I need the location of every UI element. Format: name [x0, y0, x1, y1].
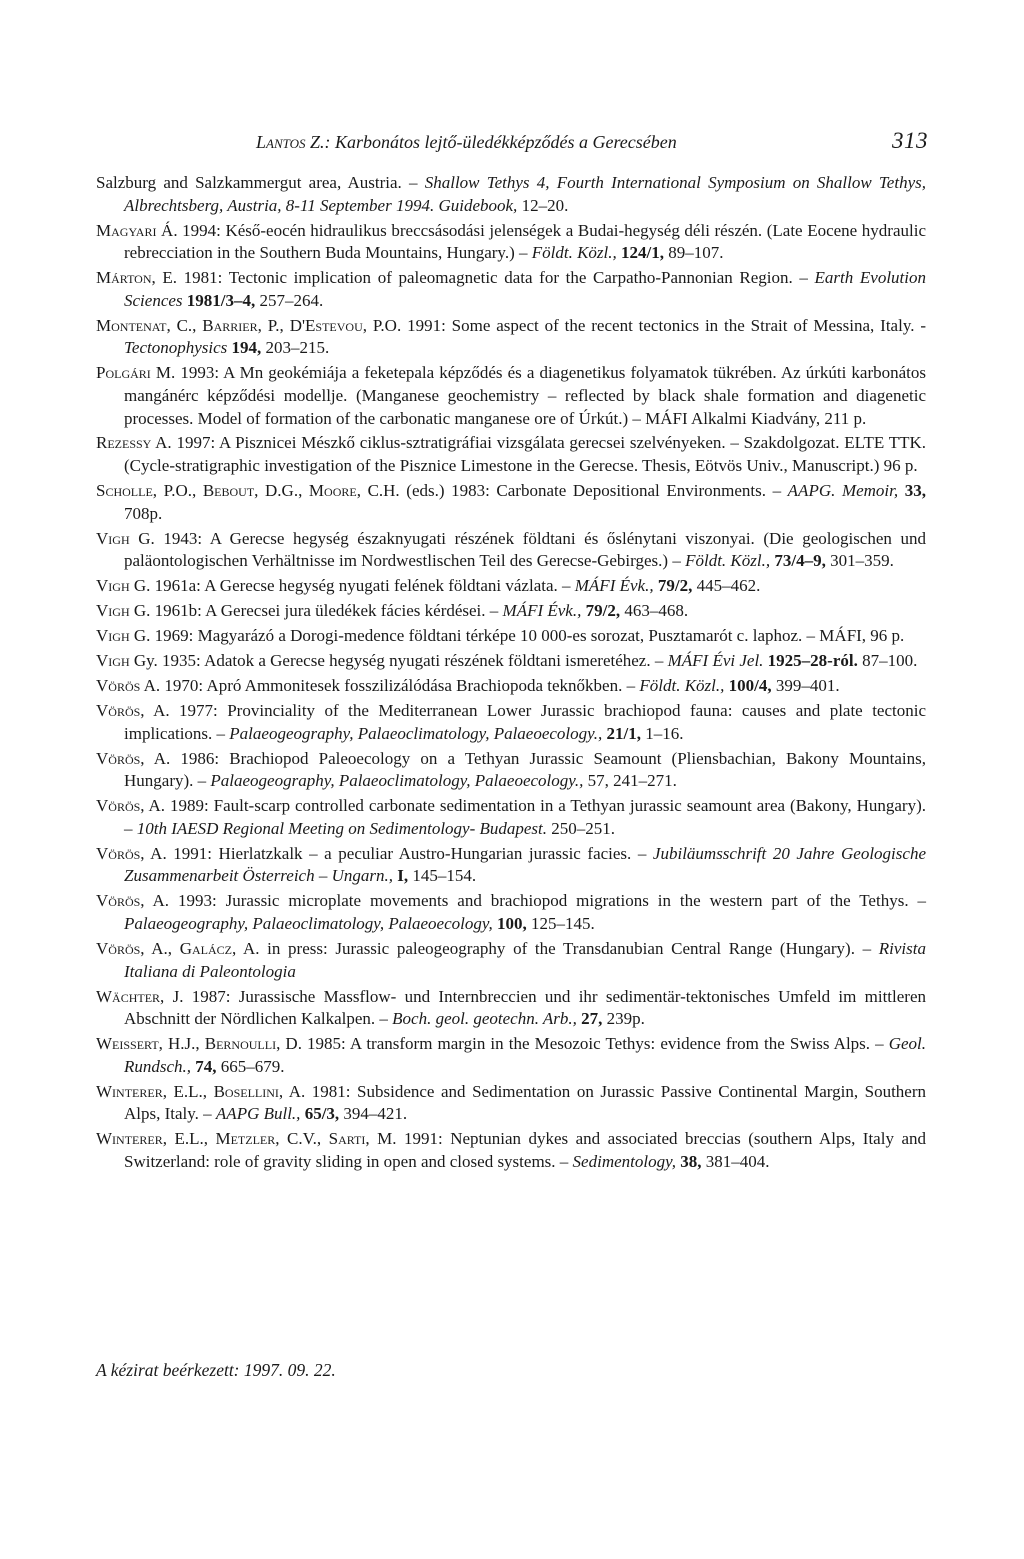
- reference-text: 65/3,: [304, 1104, 340, 1124]
- reference-text: 21/1,: [606, 723, 642, 743]
- reference-text: AAPG. Memoir,: [787, 481, 899, 501]
- reference-text: Montenat,: [96, 315, 171, 335]
- reference-entry: [96, 748, 926, 793]
- reference-entry: [96, 700, 926, 745]
- reference-text: A. 1997: A Pisznicei Mészkő ciklus-sztratigráfiai vizsgálata gerecsei szelvényeken. – Szakdolgozat. ELTE TTK. (Cycle-stratigraphic investigation of the Pisznice Limestone in the Gerecse. Thesis, Eötvös Univ., Manuscript.) 96 p.: [124, 433, 926, 476]
- reference-text: A. 1970: Apró Ammonitesek fosszilizálódása Brachiopoda teknőkben. –: [140, 676, 640, 696]
- reference-entry: [96, 1081, 926, 1126]
- reference-text: 79/2,: [585, 601, 621, 621]
- reference-text: 1925–28-ról.: [767, 651, 858, 671]
- reference-text: Wächter,: [96, 986, 165, 1006]
- reference-entry: [96, 362, 926, 430]
- reference-text: 145–154.: [408, 866, 477, 886]
- reference-text: Vigh: [96, 576, 130, 596]
- reference-text: H.J.,: [162, 1034, 205, 1054]
- reference-text: Földt. Közl.,: [639, 676, 725, 696]
- reference-text: Vörös,: [96, 939, 145, 959]
- reference-text: A. 1977: Provinciality of the Mediterranean Lower Jurassic brachiopod fauna: causes and plate tectonic implications. –: [124, 701, 926, 743]
- reference-text: Palaeogeography, Palaeoclimatology, Palaeoecology.,: [229, 723, 603, 743]
- reference-text: Sarti,: [328, 1129, 370, 1149]
- header-article-title: Karbonátos lejtő-üledékképződés a Gerecsében: [335, 132, 677, 152]
- reference-text: J. 1987: Jurassische Massflow- und Internbreccien und ihr sedimentär-tektonisches Umfeld im mittleren Abschnitt der Nördlichen Kalkalpen. –: [124, 986, 926, 1029]
- reference-text: A. 1986: Brachiopod Paleoecology on a Tethyan Jurassic Seamount (Pliensbachian, Bakony Mountains, Hungary). –: [124, 748, 926, 791]
- reference-text: 399–401.: [771, 676, 840, 696]
- reference-text: 38,: [680, 1151, 702, 1171]
- reference-text: 73/4–9,: [774, 551, 826, 571]
- reference-text: 10th IAESD Regional Meeting on Sedimentology- Budapest.: [136, 818, 548, 838]
- reference-entry: [96, 986, 926, 1031]
- page-number: 313: [892, 128, 928, 153]
- reference-text: 12–20.: [517, 195, 569, 215]
- reference-text: 250–251.: [547, 818, 616, 838]
- reference-entry: [96, 938, 926, 983]
- reference-text: Vörös,: [96, 843, 145, 863]
- reference-text: M. 1991: Neptunian dykes and associated breccias (southern Alps, Italy and Switzerland: role of gravity sliding in open and closed systems. –: [124, 1129, 926, 1171]
- reference-text: P.,: [261, 315, 290, 335]
- header-title-line: [256, 132, 677, 153]
- reference-text: G. 1943: A Gerecse hegység északnyugati részének földtani és őslénytani viszonyai. (Die geologischen und paläontologischen Verhältnisse im Nordwestlischen Teil des Gerecse-Gebirges.) –: [124, 528, 926, 571]
- reference-text: M. 1993: A Mn geokémiája a feketepala képződés és a diagenetikus folyamatok tükrében. Az úrkúti karbonátos mangánérc képződési modellje. (Manganese geochemistry – reflected by black shale formation and diagenetic processes. Model of formation of the carbonatic manganese ore of Úrkút.) – MÁFI Alkalmi Kiadvány, 211 p.: [124, 363, 926, 428]
- manuscript-received-note: A kézirat beérkezett: 1997. 09. 22.: [96, 1360, 336, 1380]
- reference-text: C.,: [170, 315, 203, 335]
- reference-text: Vigh: [96, 626, 130, 646]
- reference-text: 79/2,: [657, 576, 693, 596]
- reference-text: A. 1993: Jurassic microplate movements and brachiopod migrations in the western part of the Tethys. –: [144, 891, 926, 911]
- reference-text: Galácz,: [179, 939, 237, 959]
- reference-text: Bernoulli,: [204, 1034, 281, 1054]
- reference-text: 125–145.: [526, 914, 595, 934]
- reference-entry: [96, 432, 926, 477]
- reference-text: 301–359.: [825, 551, 894, 571]
- reference-text: Földt. Közl.,: [531, 243, 617, 263]
- reference-text: Bebout,: [202, 481, 259, 501]
- reference-text: G. 1969: Magyarázó a Dorogi-medence földtani térképe 10 000-es sorozat, Pusztamarót c. laphoz. – MÁFI, 96 p.: [129, 626, 905, 646]
- reference-text: Sedimentology,: [572, 1151, 676, 1171]
- reference-text: Rezessy: [96, 433, 152, 453]
- reference-text: Rivista Italiana di Paleontologia: [124, 939, 926, 981]
- reference-text: 445–462.: [692, 576, 761, 596]
- reference-entry: [96, 575, 926, 598]
- reference-text: Polgári: [96, 363, 151, 383]
- reference-entry: [96, 890, 926, 935]
- reference-text: D'Estevou,: [289, 315, 367, 335]
- reference-entry: [96, 267, 926, 312]
- reference-text: 463–468.: [620, 601, 689, 621]
- reference-text: Scholle,: [96, 481, 158, 501]
- reference-text: 87–100.: [857, 651, 918, 671]
- reference-text: Earth Evolution Sciences: [124, 268, 927, 310]
- reference-entry: [96, 843, 926, 888]
- reference-entry: [96, 480, 926, 525]
- reference-text: 194,: [231, 338, 262, 358]
- reference-text: MÁFI Évk.,: [502, 601, 582, 621]
- reference-entry: [96, 600, 926, 623]
- reference-entry: [96, 795, 926, 840]
- reference-text: Barrier,: [202, 315, 262, 335]
- reference-text: 203–215.: [261, 338, 330, 358]
- reference-entry: [96, 172, 926, 217]
- reference-text: 27,: [581, 1009, 603, 1029]
- reference-entry: [96, 675, 926, 698]
- reference-text: A.,: [144, 939, 180, 959]
- reference-text: 33,: [904, 481, 926, 501]
- reference-text: Vörös,: [96, 891, 145, 911]
- reference-text: 124/1,: [621, 243, 664, 263]
- reference-text: Jubiläumsschrift 20 Jahre Geologische Zusammenarbeit Österreich – Ungarn.,: [124, 843, 926, 886]
- reference-text: Vigh: [96, 651, 130, 671]
- reference-text: Shallow Tethys 4, Fourth International Symposium on Shallow Tethys, Albrechtsberg, Austria, 8-11 September 1994. Guidebook,: [124, 173, 926, 215]
- reference-list: [96, 172, 926, 1176]
- reference-text: A. 1989: Fault-scarp controlled carbonate sedimentation in a Tethyan jurassic seamount area (Bakony, Hungary). –: [124, 796, 926, 838]
- reference-text: A. in press: Jurassic paleogeography of the Transdanubian Central Range (Hungary). –: [236, 939, 879, 959]
- reference-entry: [96, 1033, 926, 1078]
- reference-text: Vörös,: [96, 796, 145, 816]
- reference-text: Metzler,: [215, 1129, 280, 1149]
- reference-text: Magyari: [96, 220, 157, 240]
- reference-text: 89–107.: [664, 243, 724, 263]
- reference-text: G. 1961a: A Gerecse hegység nyugati felének földtani vázlata. –: [129, 576, 575, 596]
- reference-text: 381–404.: [701, 1151, 770, 1171]
- reference-entry: [96, 528, 926, 573]
- reference-text: [898, 481, 905, 500]
- reference-text: 708p.: [124, 503, 163, 523]
- reference-text: P.O.,: [157, 481, 203, 501]
- reference-text: 394–421.: [339, 1104, 408, 1124]
- reference-text: MÁFI Évk.,: [574, 576, 654, 596]
- reference-text: Vigh: [96, 528, 130, 548]
- reference-text: Földt. Közl.,: [685, 551, 771, 571]
- reference-text: 665–679.: [216, 1056, 285, 1076]
- reference-text: 239p.: [602, 1009, 645, 1029]
- reference-entry: [96, 1128, 926, 1173]
- reference-text: Palaeogeography, Palaeoclimatology, Palaeoecology,: [124, 914, 493, 934]
- reference-entry: [96, 625, 926, 648]
- reference-text: Vörös: [96, 676, 141, 696]
- header-author: Lantos Z.:: [256, 132, 331, 152]
- reference-text: G. 1961b: A Gerecsei jura üledékek fácies kérdései. –: [129, 601, 503, 621]
- reference-text: C.H. (eds.) 1983: Carbonate Depositional Environments. –: [360, 481, 788, 501]
- reference-text: Márton,: [96, 268, 156, 288]
- reference-text: 1–16.: [641, 723, 684, 743]
- reference-text: I,: [397, 866, 409, 886]
- reference-text: Palaeogeography, Palaeoclimatology, Palaeoecology.,: [210, 771, 584, 791]
- reference-text: Salzburg and Salzkammergut area, Austria. –: [96, 173, 425, 192]
- reference-text: Winterer,: [96, 1081, 167, 1101]
- reference-text: 100/4,: [728, 676, 772, 696]
- reference-text: Weissert,: [96, 1034, 163, 1054]
- reference-text: 57, 241–271.: [583, 771, 677, 791]
- reference-text: D.G.,: [258, 481, 309, 501]
- reference-text: A. 1981: Subsidence and Sedimentation on Jurassic Passive Continental Margin, Southern Alps, Italy. –: [124, 1081, 926, 1124]
- reference-text: MÁFI Évi Jel.: [667, 651, 764, 671]
- reference-text: 1981/3–4,: [186, 290, 256, 310]
- reference-text: E.L.,: [166, 1129, 216, 1149]
- reference-text: Vörös,: [96, 701, 145, 721]
- running-header: [96, 128, 928, 158]
- reference-text: Gy. 1935: Adatok a Gerecse hegység nyugati részének földtani ismeretéhez. –: [129, 651, 668, 671]
- reference-text: 257–264.: [255, 290, 324, 310]
- reference-entry: [96, 650, 926, 673]
- reference-text: E. 1981: Tectonic implication of paleomagnetic data for the Carpatho-Pannonian Region. –: [155, 268, 815, 288]
- reference-text: Boch. geol. geotechn. Arb.,: [392, 1009, 577, 1029]
- reference-text: Winterer,: [96, 1129, 167, 1149]
- reference-text: 100,: [496, 914, 527, 934]
- reference-text: D. 1985: A transform margin in the Mesozoic Tethys: evidence from the Swiss Alps. –: [280, 1034, 889, 1054]
- reference-text: C.V.,: [279, 1129, 329, 1149]
- reference-text: E.L.,: [166, 1081, 214, 1101]
- reference-text: Bosellini,: [213, 1081, 284, 1101]
- reference-text: Tectonophysics: [124, 338, 228, 358]
- reference-text: A. 1991: Hierlatzkalk – a peculiar Austro-Hungarian jurassic facies. –: [144, 843, 653, 863]
- reference-text: AAPG Bull.,: [215, 1104, 301, 1124]
- reference-entry: [96, 220, 926, 265]
- reference-text: 74,: [195, 1056, 217, 1076]
- reference-text: Vigh: [96, 601, 130, 621]
- reference-text: P.O. 1991: Some aspect of the recent tectonics in the Strait of Messina, Italy. -: [367, 315, 926, 335]
- reference-text: Vörös,: [96, 748, 145, 768]
- reference-text: Geol. Rundsch.,: [124, 1034, 926, 1076]
- reference-entry: [96, 315, 926, 360]
- reference-text: Moore,: [308, 481, 361, 501]
- reference-text: Á. 1994: Késő-eocén hidraulikus breccsásodási jelenségek a Budai-hegység déli részén. (Late Eocene hydraulic rebrecciation in the Southern Buda Mountains, Hungary.) –: [124, 220, 926, 263]
